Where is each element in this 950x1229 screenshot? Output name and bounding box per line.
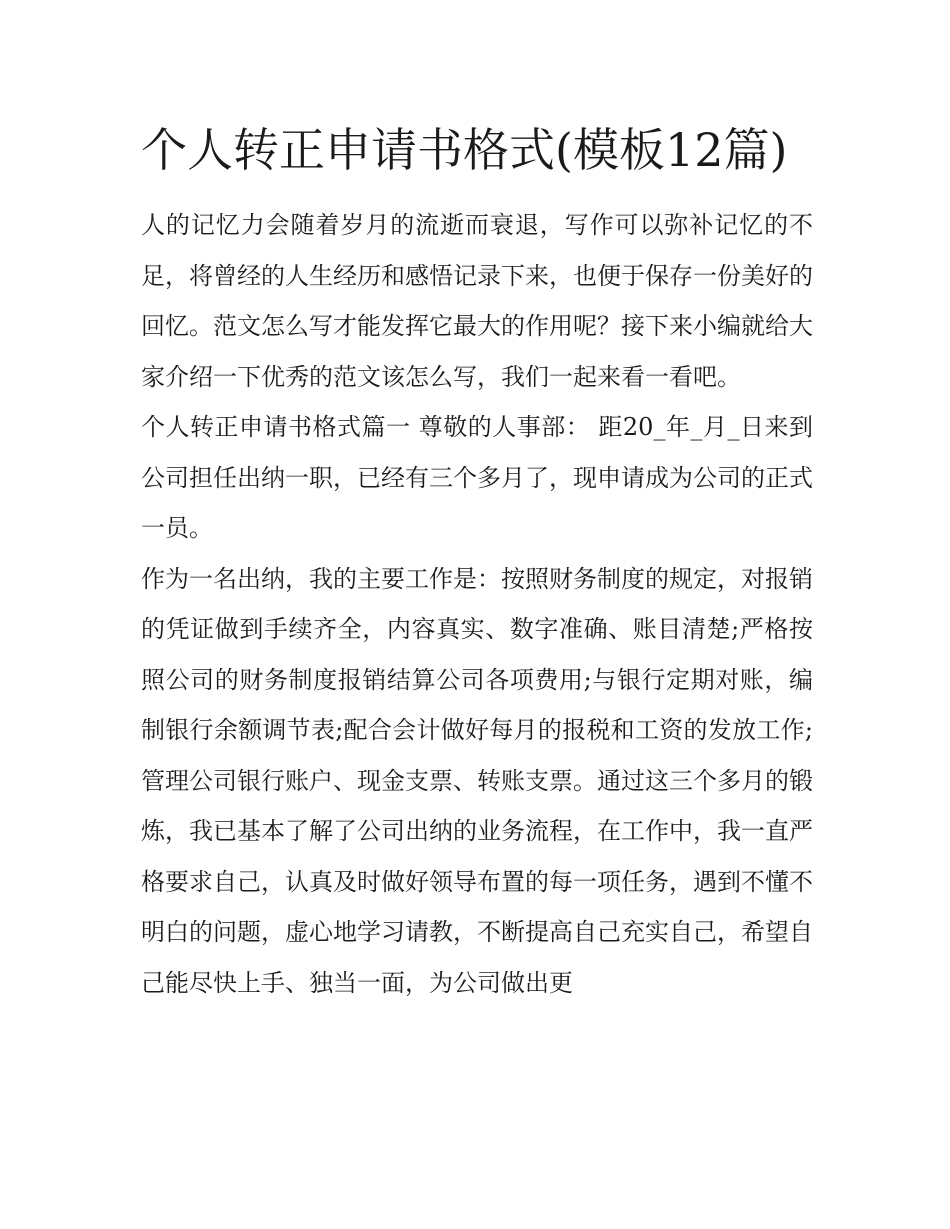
paragraph-salutation: 个人转正申请书格式篇一 尊敬的人事部： 距20_年_月_日来到公司担任出纳一职，已经有三个多月了，现申请成为公司的正式一员。 bbox=[141, 413, 813, 542]
paragraph-duties: 作为一名出纳，我的主要工作是：按照财务制度的规定，对报销的凭证做到手续齐全，内容真实、数字准确、账目清楚;严格按照公司的财务制度报销结算公司各项费用;与银行定期对账，编制银行余额调节表;配合会计做好每月的报税和工资的发放工作;管理公司银行账户、现金支票、转账支票。通过这三个多月的锻炼，我已基本了解了公司出纳的业务流程，在工作中，我一直严格要求自己，认真及时做好领导布置的每一项任务，遇到不懂不明白的问题，虚心地学习请教，不断提高自己充实自己，希望自己能尽快上手、独当一面，为公司做出更 bbox=[141, 564, 813, 997]
document-title: 个人转正申请书格式(模板12篇) bbox=[141, 123, 788, 177]
document-body bbox=[141, 110, 813, 1008]
paragraph-intro: 人的记忆力会随着岁月的流逝而衰退，写作可以弥补记忆的不足，将曾经的人生经历和感悟记录下来，也便于保存一份美好的回忆。范文怎么写才能发挥它最大的作用呢？接下来小编就给大家介绍一下优秀的范文该怎么写，我们一起来看一看吧。 bbox=[141, 211, 813, 391]
